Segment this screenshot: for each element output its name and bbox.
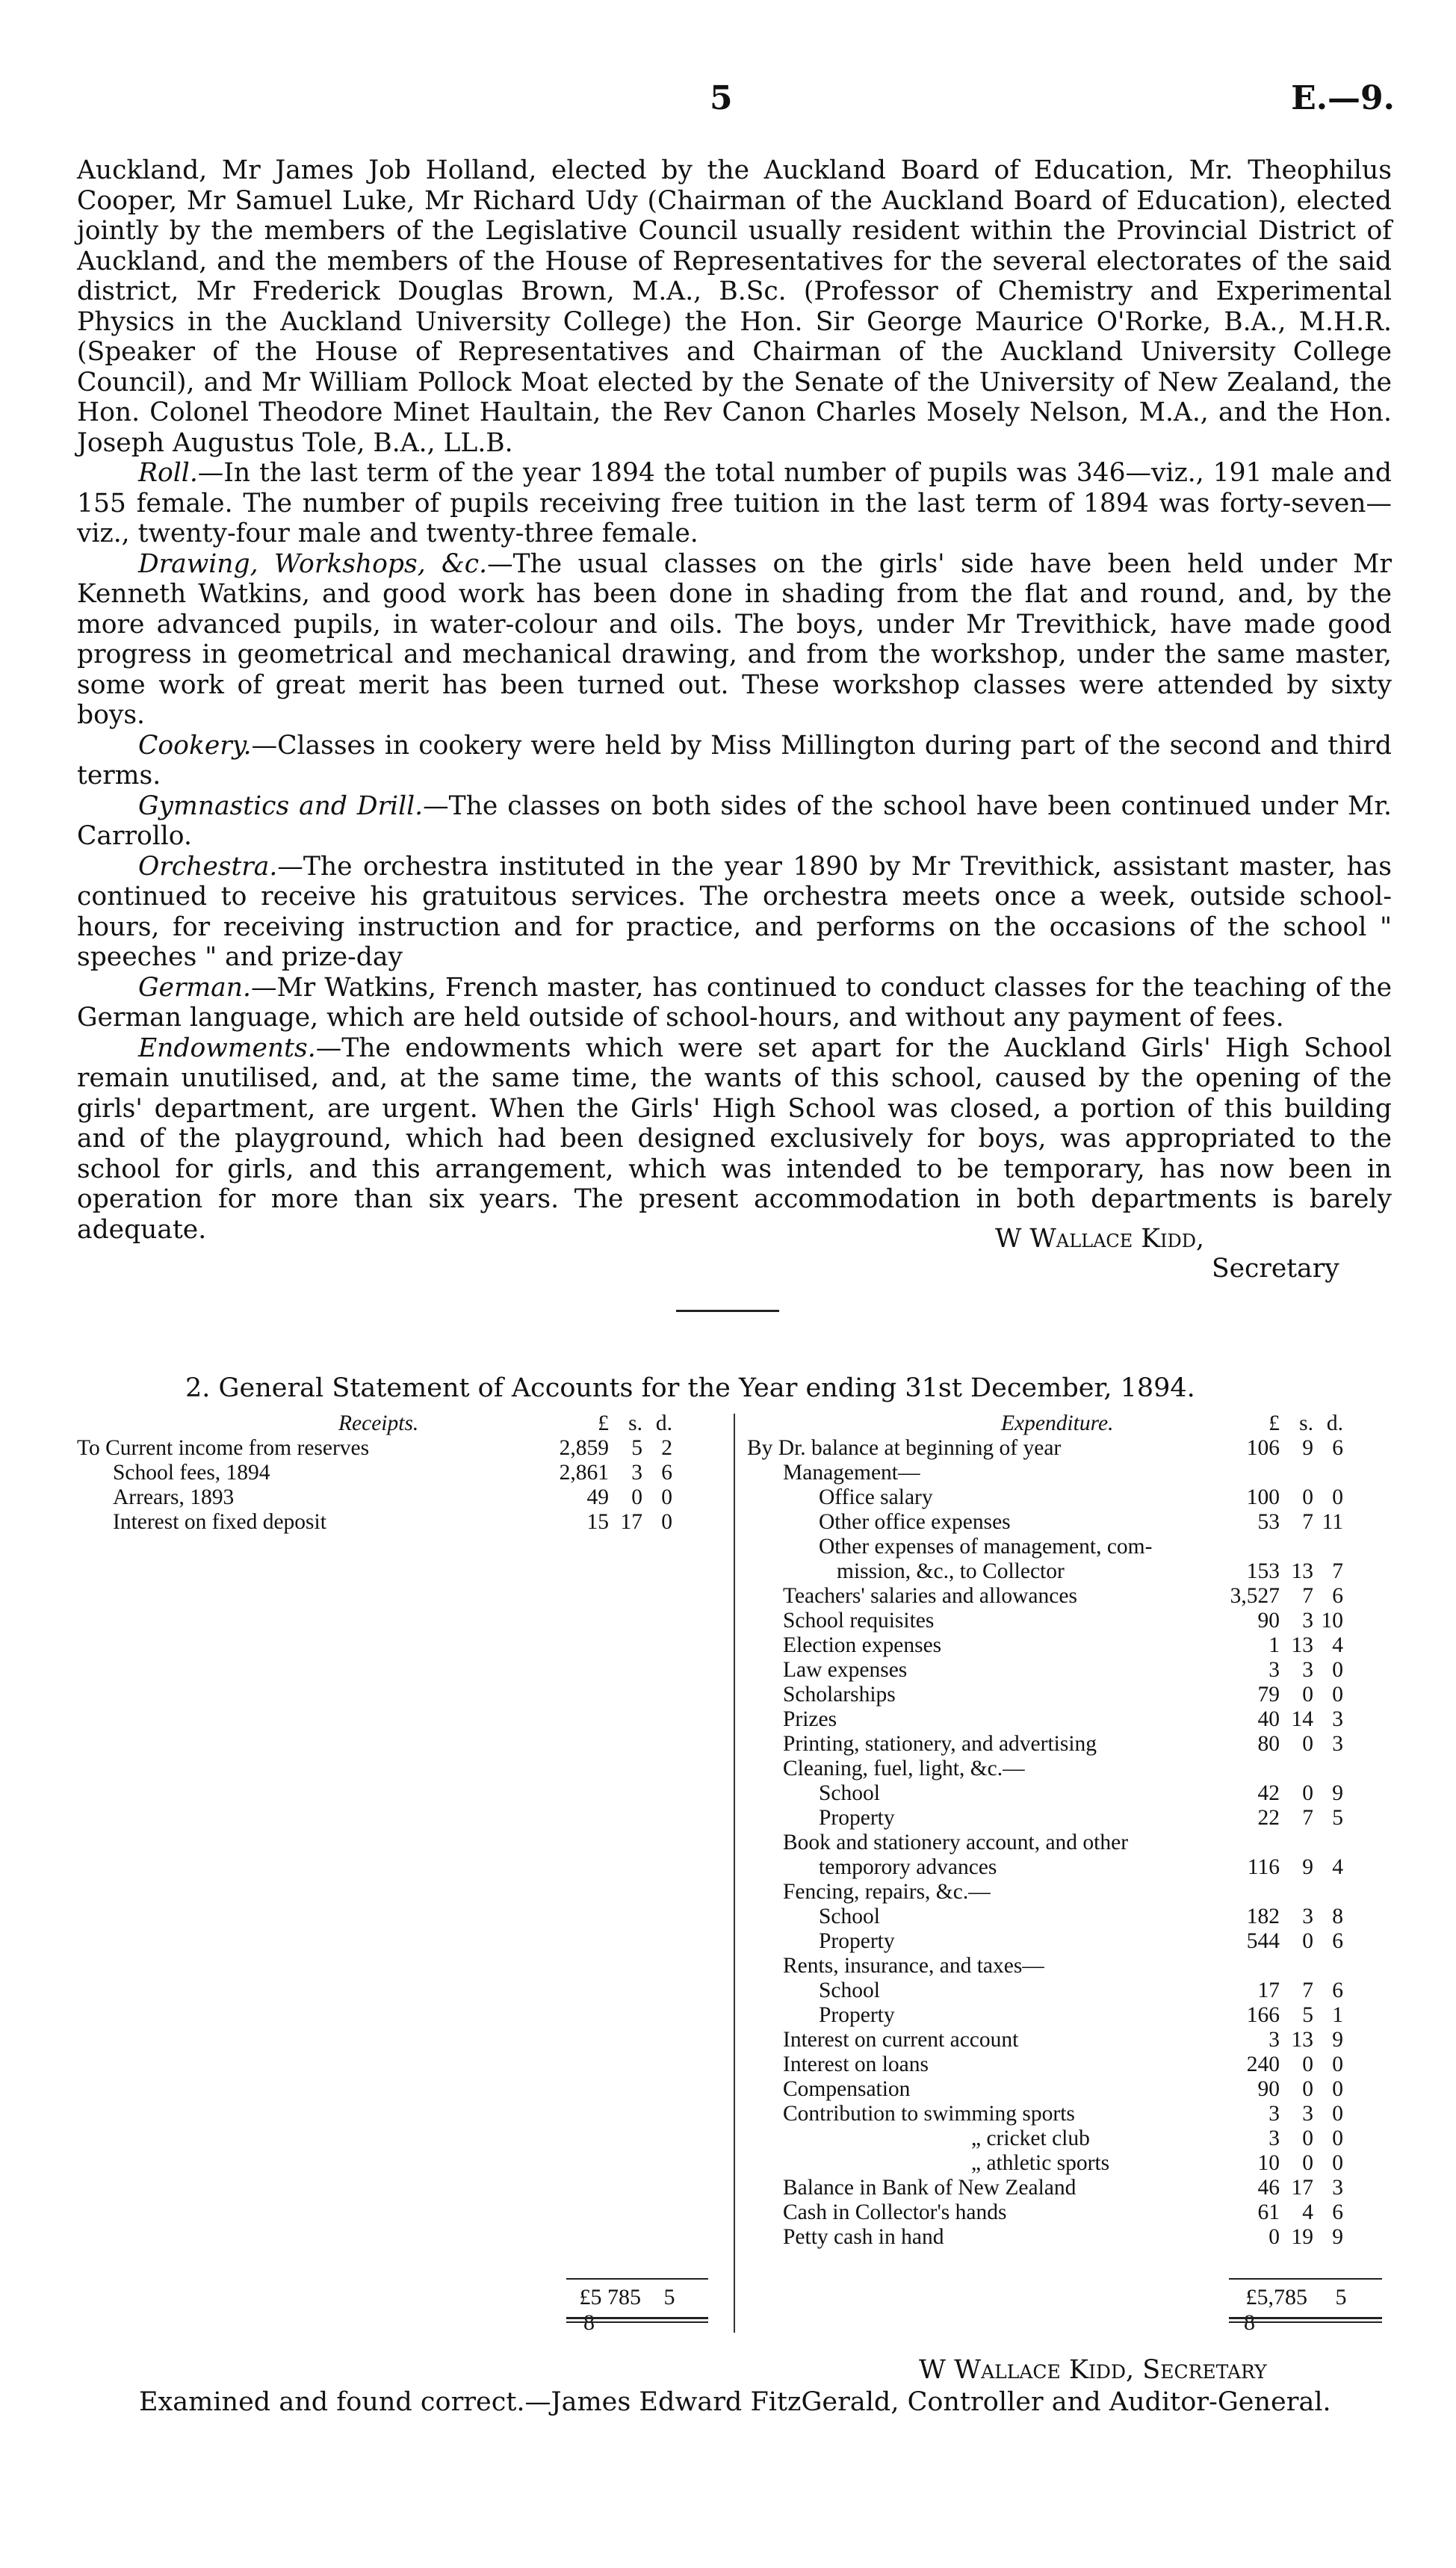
account-label: Management—: [783, 1461, 920, 1485]
section-text: —Classes in cookery were held by Miss Millington during part of the second and third terms.: [77, 730, 1392, 790]
shillings-value: [1280, 1954, 1313, 1978]
report-section: [77, 1033, 1392, 1246]
pounds-value: 106: [1246, 1436, 1280, 1460]
pounds-value: 42: [1257, 1781, 1280, 1805]
account-row: [77, 1485, 672, 1510]
account-label: temporory advances: [819, 1855, 997, 1879]
pence-value: 0: [1332, 2126, 1343, 2150]
pounds-value: 49: [586, 1485, 609, 1509]
pence-value: 4: [1332, 1633, 1343, 1657]
shillings-value: 13: [1291, 2028, 1313, 2052]
pounds-value: 182: [1246, 1905, 1280, 1928]
account-row: [747, 1707, 1343, 1732]
account-row: [747, 1855, 1343, 1880]
receipts-header: [77, 1411, 672, 1436]
account-label: Cleaning, fuel, light, &c.—: [783, 1757, 1025, 1780]
signature-block: [995, 1224, 1339, 1284]
account-label: „ cricket club: [971, 2126, 1090, 2150]
pounds-value: 3: [1268, 2028, 1280, 2052]
account-label: Book and stationery account, and other: [783, 1831, 1129, 1854]
pence-value: [1313, 1461, 1343, 1485]
pence-value: 0: [1332, 2151, 1343, 2175]
pence-value: 5: [1332, 1806, 1343, 1830]
pence-value: 6: [1332, 1929, 1343, 1953]
receipts-total-rule: [566, 2278, 708, 2280]
account-label: Office salary: [819, 1485, 933, 1509]
pounds-value: [1225, 1535, 1280, 1559]
pence-value: 7: [1332, 1559, 1343, 1583]
account-row: [747, 2077, 1343, 2102]
pounds-value: 22: [1257, 1806, 1280, 1830]
account-label: School: [819, 1905, 880, 1928]
account-label: School fees, 1894: [113, 1461, 270, 1485]
pence-value: 0: [1332, 2077, 1343, 2101]
pounds-value: 544: [1246, 1929, 1280, 1953]
pence-value: 0: [1332, 1683, 1343, 1707]
section-text: —In the last term of the year 1894 the total number of pupils was 346—viz., 191 male and 155 female. The number of pupils receiving free tuition in the last term of 1894 was forty-seven—viz., twenty-four male and twenty-three female.: [77, 458, 1392, 548]
pence-value: 0: [1332, 2052, 1343, 2076]
pounds-value: 90: [1257, 2077, 1280, 2101]
shillings-value: 17: [1291, 2176, 1313, 2200]
account-row: [747, 1929, 1343, 1954]
section-heading: Cookery.: [138, 730, 252, 761]
account-row: [747, 1485, 1343, 1510]
pence-value: [1313, 1954, 1343, 1978]
shillings-value: 7: [1302, 1510, 1313, 1534]
pence-value: 0: [1332, 1658, 1343, 1682]
shillings-value: 0: [1302, 1929, 1313, 1953]
shillings-value: 0: [1302, 2151, 1313, 2175]
section-heading: Roll.: [138, 458, 198, 488]
shillings-value: 7: [1302, 1806, 1313, 1830]
account-row: [747, 1978, 1343, 2003]
shillings-value: 0: [1302, 1781, 1313, 1805]
expenditure-header: [747, 1411, 1343, 1436]
account-label: Law expenses: [783, 1658, 908, 1682]
pounds-value: 240: [1246, 2052, 1280, 2076]
account-row: [747, 2151, 1343, 2176]
account-row: [747, 2102, 1343, 2126]
pence-value: [1313, 1880, 1343, 1905]
section-heading: Orchestra.: [138, 851, 278, 882]
receipts-total-shillings: 5: [663, 2285, 675, 2309]
section-divider: [676, 1310, 779, 1312]
shillings-value: 13: [1291, 1633, 1313, 1657]
account-row: [747, 1880, 1343, 1905]
pence-value: 0: [661, 1510, 672, 1534]
account-row: [77, 1436, 672, 1461]
shillings-value: [1280, 1461, 1313, 1485]
account-row: [747, 1436, 1343, 1461]
account-label: Interest on current account: [783, 2028, 1019, 2052]
pounds-value: 80: [1257, 1732, 1280, 1756]
report-section: [77, 731, 1392, 791]
account-row: [747, 1633, 1343, 1658]
expenditure-total-rule: [1229, 2278, 1382, 2280]
pounds-value: 3,527: [1230, 1584, 1280, 1608]
account-row: [747, 1831, 1343, 1855]
pounds-value: 90: [1257, 1609, 1280, 1633]
shillings-value: 3: [1302, 1609, 1313, 1633]
shillings-value: [1280, 1535, 1313, 1559]
shillings-value: 5: [1302, 2003, 1313, 2027]
accounts-signature: W Wallace Kidd, Secretary: [919, 2355, 1267, 2385]
shillings-value: 13: [1291, 1559, 1313, 1583]
account-row: [747, 2003, 1343, 2028]
receipts-heading: Receipts.: [338, 1411, 419, 1435]
account-label: Cash in Collector's hands: [783, 2200, 1007, 2224]
shillings-value: 0: [1302, 2077, 1313, 2101]
pounds-col-header: £: [598, 1411, 609, 1435]
pence-value: 2: [661, 1436, 672, 1460]
pounds-value: 166: [1246, 2003, 1280, 2027]
pence-value: 6: [1332, 1584, 1343, 1608]
report-sections: [77, 458, 1392, 1245]
pence-value: 3: [1332, 2176, 1343, 2200]
shillings-value: 5: [631, 1436, 642, 1460]
expenditure-table: [747, 1411, 1343, 2250]
account-label: Interest on loans: [783, 2052, 929, 2076]
auditor-certification: Examined and found correct.—James Edward FitzGerald, Controller and Auditor-General.: [139, 2387, 1331, 2417]
pence-value: 3: [1332, 1732, 1343, 1756]
pounds-value: [1225, 1461, 1280, 1485]
account-label: School requisites: [783, 1609, 935, 1633]
account-row: [747, 1781, 1343, 1806]
receipts-total: [566, 2285, 701, 2336]
account-row: [747, 2225, 1343, 2250]
account-label: Scholarships: [783, 1683, 896, 1707]
shillings-value: 19: [1291, 2225, 1313, 2249]
pounds-value: 116: [1247, 1855, 1280, 1879]
account-label: School: [819, 1978, 880, 2002]
account-label: Contribution to swimming sports: [783, 2102, 1075, 2126]
account-label: „ athletic sports: [971, 2151, 1110, 2175]
pence-value: 9: [1332, 2028, 1343, 2052]
shillings-value: 3: [1302, 1658, 1313, 1682]
pounds-value: 53: [1257, 1510, 1280, 1534]
shillings-value: 9: [1302, 1855, 1313, 1879]
receipts-total-pence: 8: [583, 2310, 595, 2335]
shillings-value: 9: [1302, 1436, 1313, 1460]
expenditure-total-shillings: 5: [1335, 2285, 1347, 2309]
account-label: Rents, insurance, and taxes—: [783, 1954, 1044, 1978]
section-heading: German.: [138, 972, 251, 1003]
account-row: [747, 1559, 1343, 1584]
expenditure-heading: Expenditure.: [1001, 1411, 1114, 1435]
expenditure-total: [1225, 2285, 1375, 2336]
shillings-value: 0: [631, 1485, 642, 1509]
account-label: By Dr. balance at beginning of year: [747, 1436, 1062, 1460]
shillings-value: 0: [1302, 2052, 1313, 2076]
pounds-value: 100: [1246, 1485, 1280, 1509]
pence-value: 4: [1332, 1855, 1343, 1879]
shillings-value: 0: [1302, 1485, 1313, 1509]
shillings-value: 3: [1302, 2102, 1313, 2126]
pounds-value: 17: [1257, 1978, 1280, 2002]
pounds-col-header: £: [1268, 1411, 1280, 1435]
account-row: [747, 1954, 1343, 1978]
shillings-value: 7: [1302, 1584, 1313, 1608]
pence-value: 8: [1332, 1905, 1343, 1928]
pounds-value: 3: [1268, 1658, 1280, 1682]
pence-value: 6: [1332, 1978, 1343, 2002]
signature-title: Secretary: [1212, 1254, 1339, 1284]
account-row: [747, 1658, 1343, 1683]
section-heading: Gymnastics and Drill.: [138, 790, 424, 821]
account-row: [747, 1683, 1343, 1707]
section-text: —Mr Watkins, French master, has continued to conduct classes for the teaching of the German language, which are held outside of school-hours, and without any payment of fees.: [77, 972, 1392, 1033]
pounds-value: 79: [1257, 1683, 1280, 1707]
receipts-table: [77, 1411, 672, 1535]
shillings-col-header: s.: [628, 1411, 642, 1435]
report-section: [77, 973, 1392, 1033]
pence-value: 0: [1332, 2102, 1343, 2126]
pounds-value: 2,861: [559, 1461, 609, 1485]
receipts-total-pounds: £5 785: [579, 2285, 641, 2309]
pounds-value: 1: [1268, 1633, 1280, 1657]
report-section: [77, 852, 1392, 973]
document-reference: E.—9.: [1291, 79, 1395, 117]
pounds-value: 15: [586, 1510, 609, 1534]
pounds-value: [1225, 1757, 1280, 1781]
section-heading: Endowments.: [138, 1033, 316, 1063]
pounds-value: [1225, 1954, 1280, 1978]
report-body: [77, 155, 1392, 1245]
pence-value: [1313, 1757, 1343, 1781]
pence-col-header: d.: [1326, 1411, 1343, 1435]
account-label: Election expenses: [783, 1633, 942, 1657]
pence-value: 10: [1321, 1609, 1343, 1633]
account-row: [747, 1806, 1343, 1831]
report-section: [77, 791, 1392, 852]
account-row: [77, 1510, 672, 1535]
shillings-value: 3: [631, 1461, 642, 1485]
account-label: Interest on fixed deposit: [113, 1510, 326, 1534]
pence-col-header: d.: [655, 1411, 672, 1435]
shillings-value: [1280, 1880, 1313, 1905]
account-row: [747, 1461, 1343, 1485]
account-label: Balance in Bank of New Zealand: [783, 2176, 1076, 2200]
pence-value: 6: [1332, 2200, 1343, 2224]
expenditure-total-pence: 8: [1244, 2310, 1255, 2335]
account-label: Petty cash in hand: [783, 2225, 944, 2249]
shillings-value: 4: [1302, 2200, 1313, 2224]
account-row: [747, 1609, 1343, 1633]
pence-value: 6: [1332, 1436, 1343, 1460]
pounds-value: 3: [1268, 2102, 1280, 2126]
account-row: [747, 1510, 1343, 1535]
account-label: Property: [819, 2003, 895, 2027]
shillings-value: 7: [1302, 1978, 1313, 2002]
pence-value: 0: [1332, 1485, 1343, 1509]
shillings-value: 17: [620, 1510, 642, 1534]
account-row: [747, 2200, 1343, 2225]
account-label: mission, &c., to Collector: [837, 1559, 1065, 1583]
expenditure-total-pounds: £5,785: [1245, 2285, 1307, 2309]
account-row: [747, 1584, 1343, 1609]
signature-name: W Wallace Kidd,: [995, 1224, 1204, 1254]
pence-value: 3: [1332, 1707, 1343, 1731]
pounds-value: 0: [1268, 2225, 1280, 2249]
report-section: [77, 458, 1392, 549]
shillings-value: 0: [1302, 1683, 1313, 1707]
pounds-value: 61: [1257, 2200, 1280, 2224]
account-label: School: [819, 1781, 880, 1805]
receipts-double-rule: [566, 2321, 708, 2323]
pounds-value: 40: [1257, 1707, 1280, 1731]
account-row: [747, 2176, 1343, 2200]
intro-paragraph: Auckland, Mr James Job Holland, elected by the Auckland Board of Education, Mr. Theophilus Cooper, Mr Samuel Luke, Mr Richard Udy (Chairman of the Auckland Board of Education), elected jointly by the members of the Legislative Council usually resident within the Provincial District of Auckland, and the members of the House of Representatives for the several electorates of the said district, Mr Frederick Douglas Brown, M.A., B.Sc. (Professor of Chemistry and Experimental Physics in the Auckland University College) the Hon. Sir George Maurice O'Rorke, B.A., M.H.R. (Speaker of the House of Representatives and Chairman of the Auckland University College Council), and Mr William Pollock Moat elected by the Senate of the University of New Zealand, the Hon. Colonel Theodore Minet Haultain, the Rev Canon Charles Mosely Nelson, M.A., and the Hon. Joseph Augustus Tole, B.A., LL.B.: [77, 155, 1392, 458]
shillings-value: 0: [1302, 1732, 1313, 1756]
account-row: [77, 1461, 672, 1485]
pounds-value: 10: [1257, 2151, 1280, 2175]
account-label: Prizes: [783, 1707, 837, 1731]
page-number: 5: [710, 79, 733, 117]
account-row: [747, 1757, 1343, 1781]
account-row: [747, 1732, 1343, 1757]
statement-title: 2. General Statement of Accounts for the Year ending 31st December, 1894.: [185, 1373, 1195, 1403]
account-row: [747, 2028, 1343, 2052]
pence-value: 6: [661, 1461, 672, 1485]
pence-value: 0: [661, 1485, 672, 1509]
shillings-value: [1280, 1831, 1313, 1855]
shillings-value: [1280, 1757, 1313, 1781]
pence-value: 11: [1322, 1510, 1343, 1534]
pounds-value: [1225, 1831, 1280, 1855]
pounds-value: 46: [1257, 2176, 1280, 2200]
report-section: [77, 549, 1392, 731]
expenditure-double-rule: [1229, 2321, 1382, 2323]
shillings-col-header: s.: [1299, 1411, 1313, 1435]
pence-value: 1: [1332, 2003, 1343, 2027]
account-row: [747, 1905, 1343, 1929]
account-row: [747, 1535, 1343, 1559]
receipts-double-rule: [566, 2317, 708, 2319]
column-divider: [734, 1414, 735, 2333]
section-text: —The orchestra instituted in the year 1890 by Mr Trevithick, assistant master, has continued to receive his gratuitous services. The orchestra meets once a week, outside school-hours, for receiving instruction and for practice, and performs on the occasions of the school " speeches " and prize-day: [77, 851, 1392, 972]
account-label: Other office expenses: [819, 1510, 1011, 1534]
pence-value: 9: [1332, 1781, 1343, 1805]
section-heading: Drawing, Workshops, &c.: [138, 548, 488, 579]
account-row: [747, 2126, 1343, 2151]
account-label: Arrears, 1893: [113, 1485, 235, 1509]
section-text: —The endowments which were set apart for the Auckland Girls' High School remain unutilised, and, at the same time, the wants of this school, caused by the opening of the girls' department, are urgent. When the Girls' High School was closed, a portion of this building and of the playground, which had been designed exclusively for boys, was appropriated to the school for girls, and this arrangement, which was intended to be temporary, has now been in operation for more than six years. The present accommodation in both departments is barely adequate.: [77, 1033, 1392, 1245]
pounds-value: 2,859: [559, 1436, 609, 1460]
shillings-value: 3: [1302, 1905, 1313, 1928]
pounds-value: 153: [1246, 1559, 1280, 1583]
account-label: To Current income from reserves: [77, 1436, 370, 1460]
shillings-value: 14: [1291, 1707, 1313, 1731]
account-label: Printing, stationery, and advertising: [783, 1732, 1097, 1756]
pence-value: 9: [1332, 2225, 1343, 2249]
section-text: —The usual classes on the girls' side have been held under Mr Kenneth Watkins, and good work has been done in shading from the flat and round, and, by the more advanced pupils, in water-colour and oils. The boys, under Mr Trevithick, have made good progress in geometrical and mechanical drawing, and from the workshop, under the same master, some work of great merit has been turned out. These workshop classes were attended by sixty boys.: [77, 548, 1392, 730]
account-row: [747, 2052, 1343, 2077]
pounds-value: 3: [1268, 2126, 1280, 2150]
shillings-value: 0: [1302, 2126, 1313, 2150]
account-label: Fencing, repairs, &c.—: [783, 1880, 991, 1904]
account-label: Compensation: [783, 2077, 911, 2101]
expenditure-double-rule: [1229, 2317, 1382, 2319]
pence-value: [1313, 1831, 1343, 1855]
account-label: Other expenses of management, com-: [819, 1535, 1153, 1559]
pence-value: [1313, 1535, 1343, 1559]
account-label: Property: [819, 1929, 895, 1953]
section-text: —The classes on both sides of the school have been continued under Mr. Carrollo.: [77, 790, 1392, 851]
account-label: Property: [819, 1806, 895, 1830]
pounds-value: [1225, 1880, 1280, 1905]
account-label: Teachers' salaries and allowances: [783, 1584, 1077, 1608]
